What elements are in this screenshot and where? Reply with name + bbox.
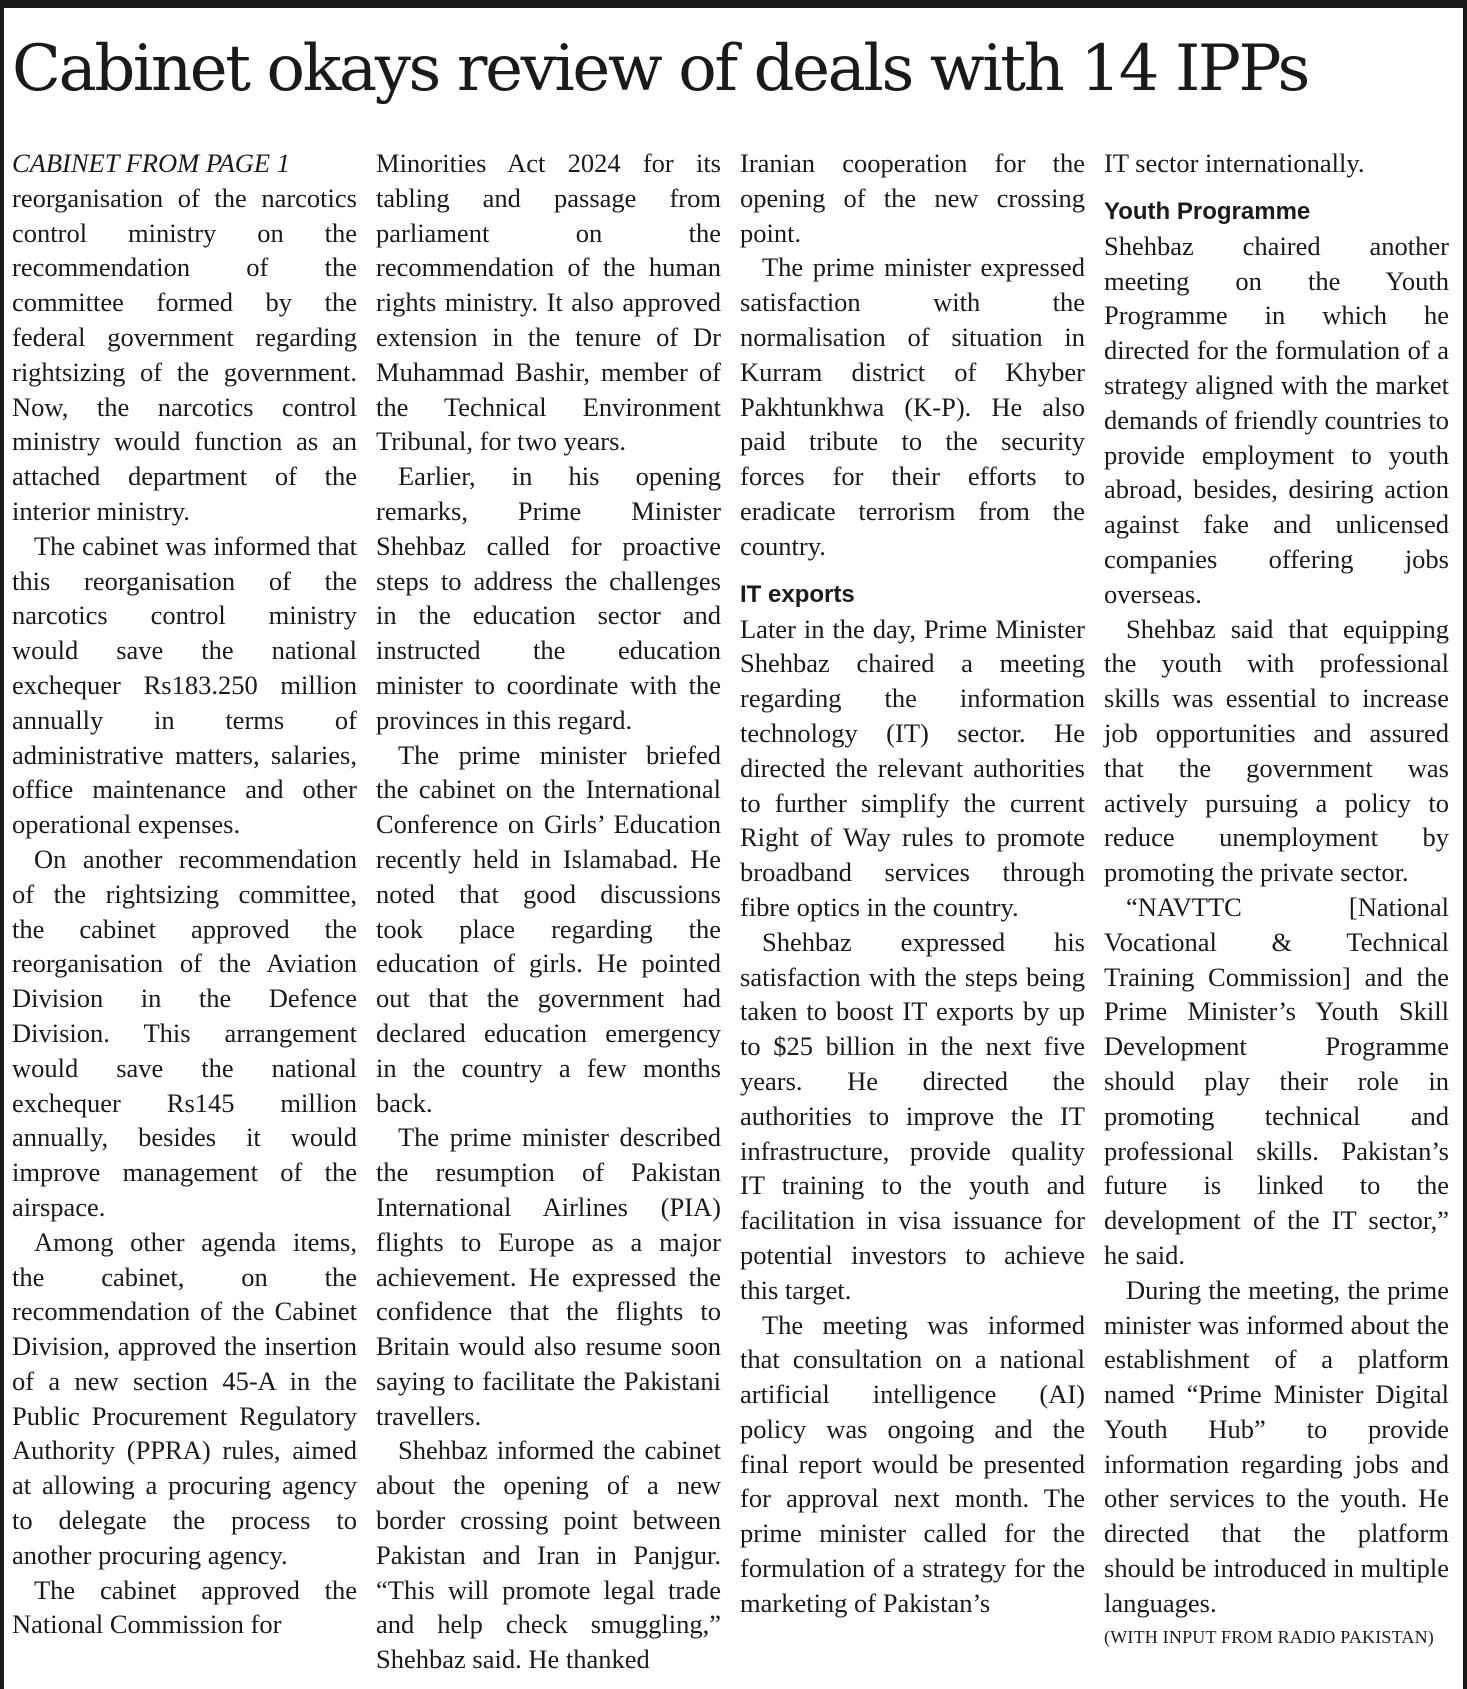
paragraph: “NAVTTC [National Vocational & Technical Training Commission] and the Prime Minister’s Youth Skill Development Programme should play their role in promoting technical and professional skills. Pakistan’s future is linked to the development of the IT sector,” he said. [1104,891,1449,1270]
paragraph: Shehbaz chaired another meeting on the Youth Programme in which he directed for the formulation of a strategy aligned with the market demands of friendly countries to provide employment to youth abroad, besides, desiring action against fake and unlicensed companies offering jobs overseas. [1104,230,1449,609]
paragraph: The prime minister briefed the cabinet on the International Conference on Girls’ Education recently held in Islamabad. He noted that good discussions took place regarding the education of girls. He pointed out that the government had declared education emergency in the country a few months back. [376,739,721,1118]
subhead-it-exports: IT exports [740,580,855,608]
paragraph: Among other agenda items, the cabinet, on the recommendation of the Cabinet Division, approved the insertion of a new section 45-A in the Public Procurement Regulatory Authority (PPRA) rules, aimed at allowing a procuring agency to delegate the process to another procuring agency. [12,1226,357,1570]
source-credit: (WITH INPUT FROM RADIO PAKISTAN) [1104,1626,1434,1647]
paragraph: Later in the day, Prime Minister Shehbaz chaired a meeting regarding the information technology (IT) sector. He directed the relevant authorities to further simplify the current Right of Way rules to promote broadband services through fibre optics in the country. [740,613,1085,922]
paragraph: The prime minister expressed satisfaction with the normalisation of situation in Kurram district of Khyber Pakhtunkhwa (K-P). He also paid tribute to the security forces for their efforts to eradicate terrorism from the country. [740,252,1085,561]
right-border [1463,0,1467,1689]
paragraph: Minorities Act 2024 for its tabling and passage from parliament on the recommendation of the human rights ministry. It also approved extension in the tenure of Dr Muhammad Bashir, member of the Technical Environment Tribunal, for two years. [376,148,721,457]
paragraph: The cabinet approved the National Commission for [12,1574,357,1640]
paragraph: Earlier, in his opening remarks, Prime Minister Shehbaz called for proactive steps to address the challenges in the education sector and instructed the education minister to coordinate with the provinces in this regard. [376,461,721,735]
paragraph: Iranian cooperation for the opening of the new crossing point. [740,148,1085,248]
top-rule [0,0,1467,8]
paragraph [12,146,357,181]
column-1 [12,146,357,1642]
paragraph: On another recommendation of the rightsizing committee, the cabinet approved the reorganisation of the Aviation Division in the Defence Division. This arrangement would save the national exchequer Rs145 million annually, besides it would improve management of the airspace. [12,843,357,1222]
paragraph: reorganisation of the narcotics control ministry on the recommendation of the committee formed by the federal government regarding rightsizing of the government. Now, the narcotics control ministry would function as an attached department of the interior ministry. [12,182,357,526]
headline: Cabinet okays review of deals with 14 IPPs [12,32,1308,106]
paragraph: The meeting was informed that consultation on a national artificial intelligence (AI) policy was ongoing and the final report would be presented for approval next month. The prime minister called for the formulation of a strategy for the marketing of Pakistan’s [740,1309,1085,1618]
column-3 [740,146,1085,1621]
paragraph: Shehbaz informed the cabinet about the opening of a new border crossing point between Pakistan and Iran in Panjgur. “This will promote legal trade and help check smuggling,” Shehbaz said. He thanked [376,1435,721,1675]
left-border [0,0,4,1689]
subhead-youth-programme: Youth Programme [1104,197,1311,225]
paragraph: Shehbaz expressed his satisfaction with the steps being taken to boost IT exports by up to $25 billion in the next five years. He directed the authorities to improve the IT infrastructure, provide quality IT training to the youth and facilitation in visa issuance for potential investors to achieve this target. [740,926,1085,1305]
column-2 [376,146,721,1677]
paragraph: The cabinet was informed that this reorganisation of the narcotics control ministry would save the national exchequer Rs183.250 million annually in terms of administrative matters, salaries, office maintenance and other operational expenses. [12,530,357,840]
paragraph: Shehbaz said that equipping the youth with professional skills was essential to increase job opportunities and assured that the government was actively pursuing a policy to reduce unemployment by promoting the private sector. [1104,613,1449,888]
paragraph: During the meeting, the prime minister was informed about the establishment of a platform named “Prime Minister Digital Youth Hub” to provide information regarding jobs and other services to the youth. He directed that the platform should be introduced in multiple languages. [1104,1274,1449,1618]
paragraph: IT sector internationally. [1104,148,1365,178]
paragraph: The prime minister described the resumption of Pakistan International Airlines (PIA) flights to Europe as a major achievement. He expressed the confidence that the flights to Britain would also resume soon saying to facilitate the Pakistani travellers. [376,1122,721,1431]
column-4 [1104,146,1449,1653]
kicker: CABINET FROM PAGE 1 [12,148,290,178]
